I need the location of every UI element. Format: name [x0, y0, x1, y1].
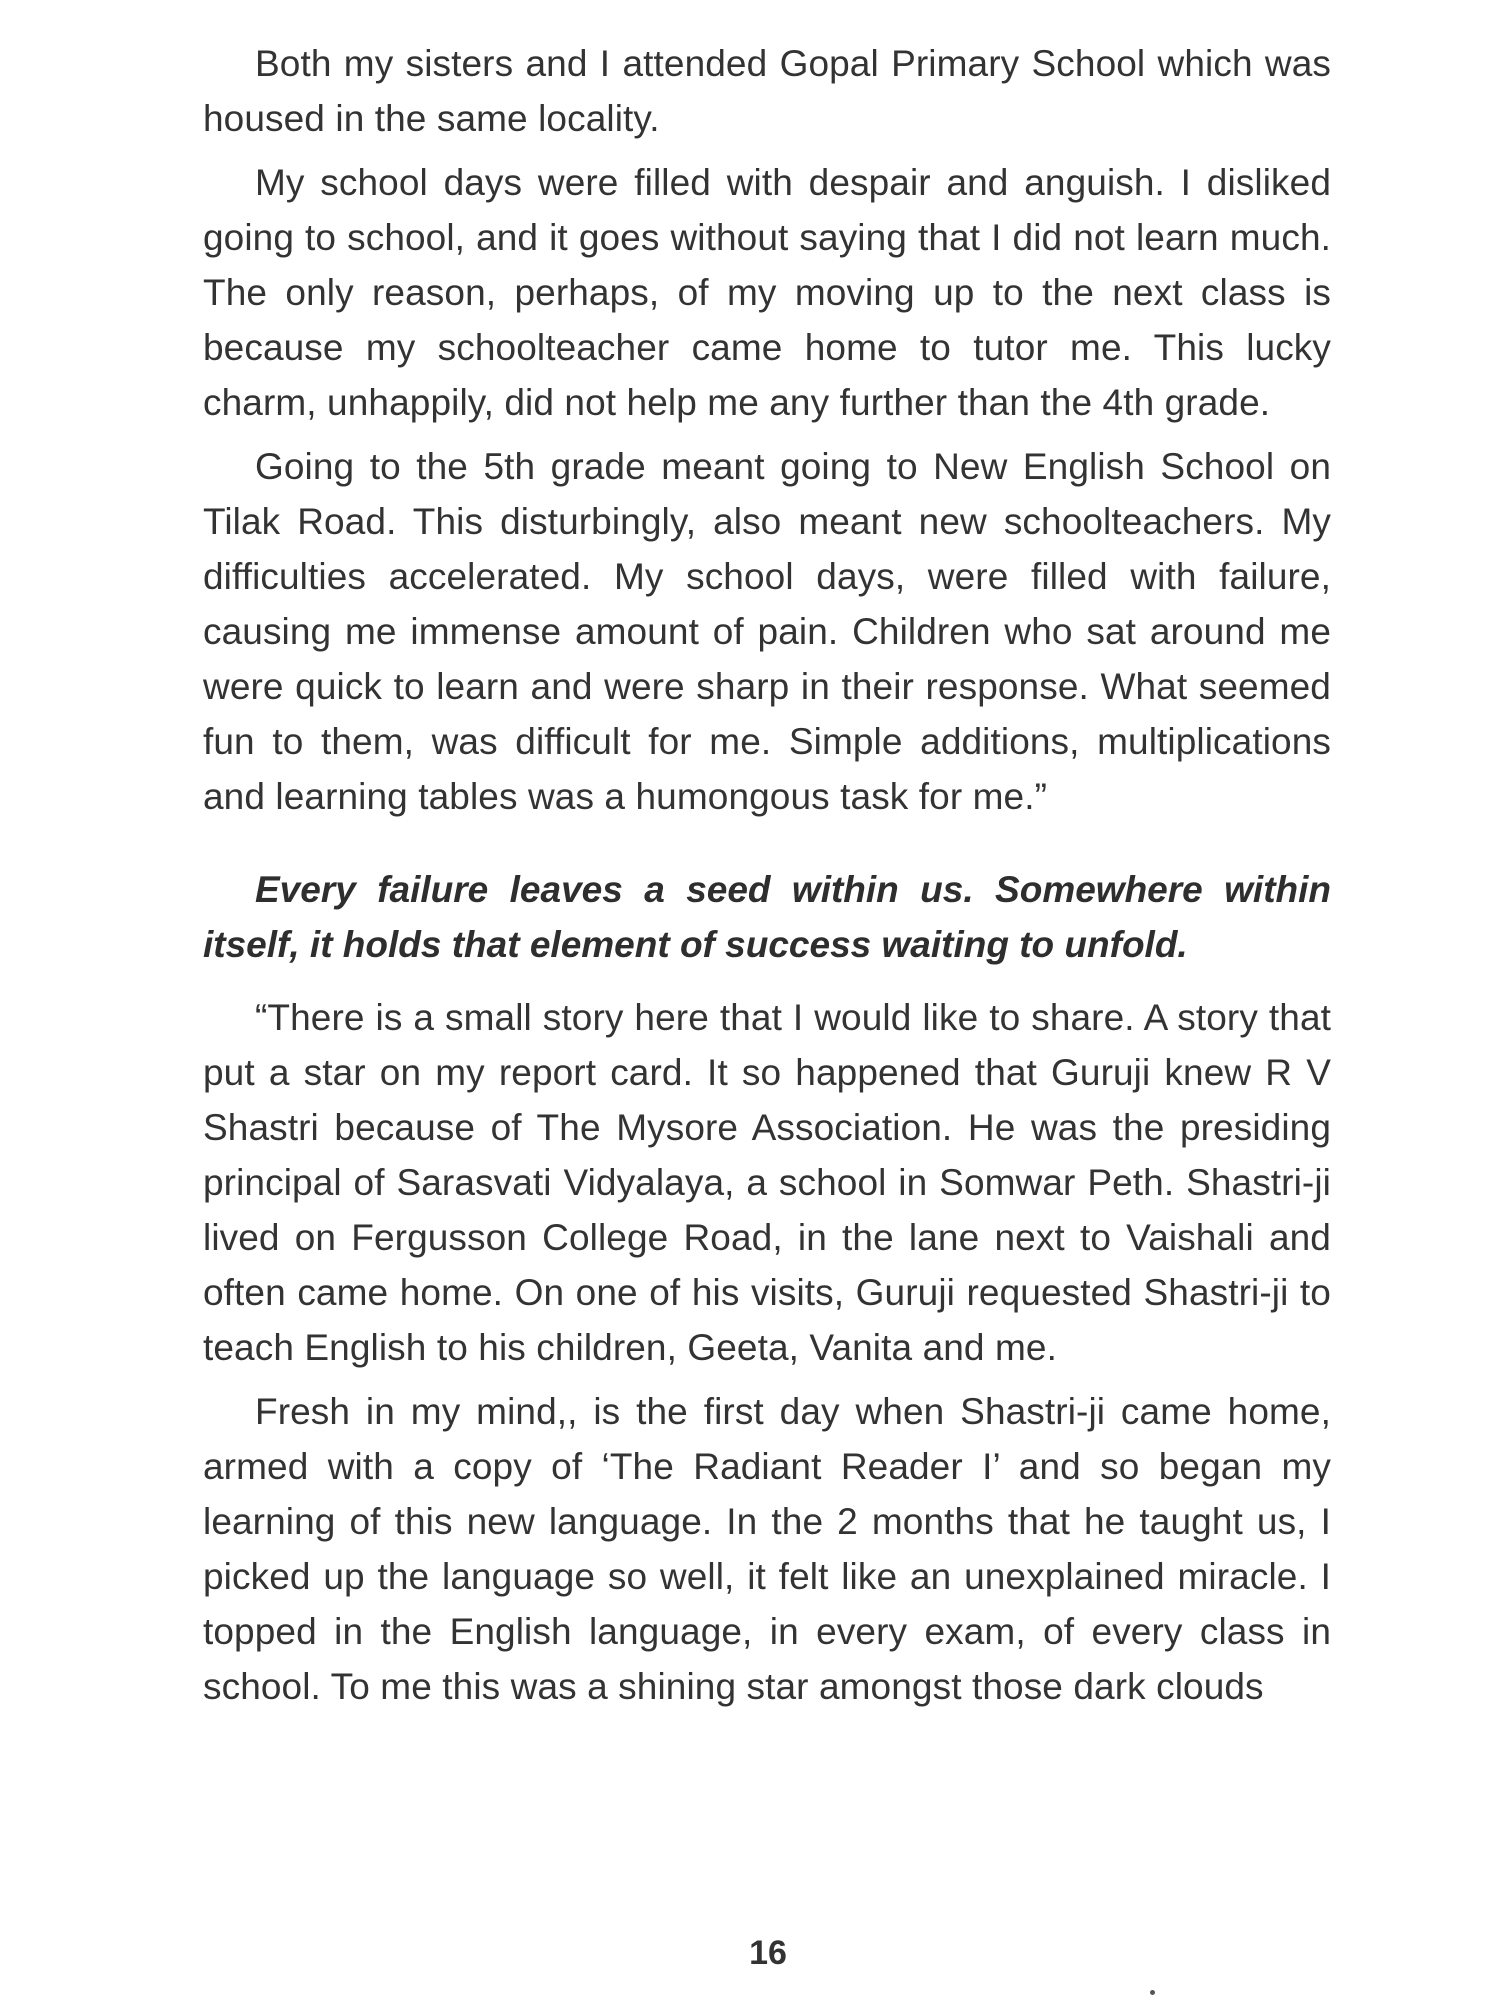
pull-quote: Every failure leaves a seed within us. Somewhere within itself, it holds that element of success waiting to unfold.	[203, 869, 1331, 965]
paragraph-school-days: My school days were filled with despair and anguish. I disliked going to school, and it goes without saying that I did not learn much. The only reason, perhaps, of my moving up to the next class is because my schoolteacher came home to tutor me. This lucky charm, unhappily, did not help me any further than the 4th grade.	[203, 162, 1331, 423]
paragraph-fifth-grade: Going to the 5th grade meant going to New English School on Tilak Road. This disturbingly, also meant new schoolteachers. My difficulties accelerated. My school days, were filled with failure, causing me immense amount of pain. Children who sat around me were quick to learn and were sharp in their response. What seemed fun to them, was difficult for me. Simple additions, multiplications and learning tables was a humongous task for me.”	[203, 446, 1331, 817]
scan-speck	[1150, 1990, 1155, 1995]
page-number: 16	[749, 1934, 787, 1972]
page-body	[203, 36, 1331, 1723]
paragraph-sisters-school: Both my sisters and I attended Gopal Primary School which was housed in the same locality.	[203, 43, 1331, 139]
paragraph-first-day: Fresh in my mind,, is the first day when Shastri-ji came home, armed with a copy of ‘The Radiant Reader I’ and so began my learning of this new language. In the 2 months that he taught us, I picked up the language so well, it felt like an unexplained miracle. I topped in the English language, in every exam, of every class in school. To me this was a shining star amongst those dark clouds	[203, 1391, 1331, 1707]
paragraph-small-story: “There is a small story here that I would like to share. A story that put a star on my report card. It so happened that Guruji knew R V Shastri because of The Mysore Association. He was the presiding principal of Sarasvati Vidyalaya, a school in Somwar Peth. Shastri-ji lived on Fergusson College Road, in the lane next to Vaishali and often came home. On one of his visits, Guruji requested Shastri-ji to teach English to his children, Geeta, Vanita and me.	[203, 997, 1331, 1368]
